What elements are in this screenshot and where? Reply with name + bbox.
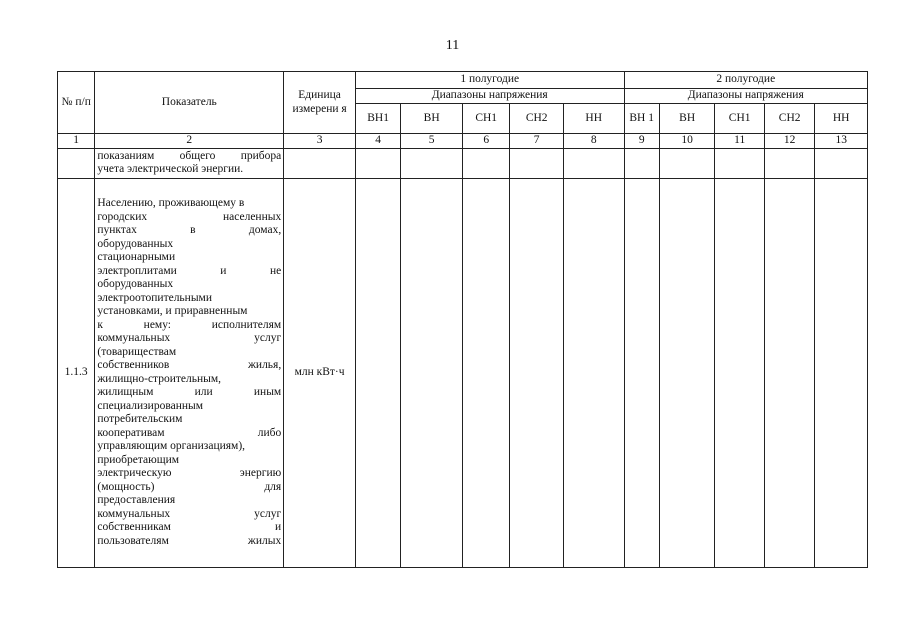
- header-half-1: 1 полугодие: [355, 72, 624, 89]
- value-cell: [715, 148, 764, 178]
- value-cell: [563, 178, 624, 567]
- indicator-line: оборудованных: [97, 278, 174, 290]
- indicator-line: электрическую энергию: [97, 467, 282, 479]
- table-row-1-1-3: [58, 178, 868, 567]
- tariff-volume-table: [57, 71, 868, 568]
- value-cell: [624, 148, 659, 178]
- indicator-line: стационарными: [97, 251, 176, 263]
- header-no: № п/п: [58, 72, 95, 134]
- indicator-line: городских населенных: [97, 210, 282, 223]
- value-cell: [815, 178, 868, 567]
- h1-col-nn: НН: [563, 104, 624, 134]
- value-cell: [563, 148, 624, 178]
- table-row-continuation: [58, 148, 868, 178]
- col-number: 6: [462, 134, 509, 149]
- value-cell: [659, 148, 715, 178]
- header-unit: Единица измерени я: [284, 72, 356, 134]
- col-number: 3: [284, 134, 356, 149]
- row-unit: [284, 148, 356, 178]
- indicator-line: жилищным или иным: [97, 386, 282, 398]
- value-cell: [510, 148, 564, 178]
- col-number: 10: [659, 134, 715, 149]
- value-cell: [764, 178, 814, 567]
- indicator-line: потребительским: [97, 413, 183, 425]
- indicator-line: пунктах в домах,: [97, 224, 282, 236]
- header-half-2: 2 полугодие: [624, 72, 867, 89]
- col-number: 7: [510, 134, 564, 149]
- indicator-line: собственникам и: [97, 521, 282, 533]
- header-ranges-1: Диапазоны напряжения: [355, 89, 624, 104]
- indicator-line: установками, и приравненным: [97, 305, 248, 317]
- h1-col-vn1: ВН1: [355, 104, 400, 134]
- page-number: 11: [445, 38, 460, 53]
- h1-col-sn2: СН2: [510, 104, 564, 134]
- row-indicator-text: [95, 148, 284, 178]
- header-indicator: Показатель: [95, 72, 284, 134]
- row-indicator-text: [95, 178, 284, 567]
- indicator-line: (мощность) для: [97, 480, 282, 493]
- indicator-line: пользователям жилых: [97, 534, 282, 547]
- col-number: 5: [401, 134, 463, 149]
- row-number: [58, 148, 95, 178]
- col-number: 9: [624, 134, 659, 149]
- indicator-line: (товариществам: [97, 345, 177, 358]
- h2-col-sn2: СН2: [764, 104, 814, 134]
- header-ranges-2: Диапазоны напряжения: [624, 89, 867, 104]
- indicator-line: к нему: исполнителям: [97, 318, 282, 331]
- h2-col-nn: НН: [815, 104, 868, 134]
- h1-col-sn1: СН1: [462, 104, 509, 134]
- indicator-line: кооперативам либо: [97, 426, 282, 439]
- h2-col-vn: ВН: [659, 104, 715, 134]
- indicator-line: управляющим организациям),: [97, 440, 246, 452]
- value-cell: [659, 178, 715, 567]
- indicator-line: показаниям общего прибора: [97, 149, 282, 162]
- indicator-line: специализированным: [97, 399, 204, 412]
- h1-col-vn: ВН: [401, 104, 463, 134]
- col-number: 1: [58, 134, 95, 149]
- value-cell: [815, 148, 868, 178]
- indicator-line: Населению, проживающему в: [97, 197, 245, 209]
- indicator-line: оборудованных: [97, 237, 174, 250]
- header-row-halves: [58, 72, 868, 89]
- indicator-line: жилищно-строительным,: [97, 372, 222, 385]
- h2-col-vn1: ВН 1: [624, 104, 659, 134]
- h2-col-sn1: СН1: [715, 104, 764, 134]
- value-cell: [401, 148, 463, 178]
- indicator-line: электроплитами и не: [97, 264, 282, 277]
- col-number: 8: [563, 134, 624, 149]
- row-unit: млн кВт·ч: [284, 178, 356, 567]
- indicator-line: приобретающим: [97, 453, 180, 466]
- value-cell: [462, 148, 509, 178]
- column-number-row: [58, 134, 868, 149]
- value-cell: [624, 178, 659, 567]
- value-cell: [764, 148, 814, 178]
- indicator-line: учета электрической энергии.: [97, 163, 244, 175]
- col-number: 4: [355, 134, 400, 149]
- value-cell: [355, 178, 400, 567]
- col-number: 12: [764, 134, 814, 149]
- value-cell: [401, 178, 463, 567]
- col-number: 13: [815, 134, 868, 149]
- value-cell: [510, 178, 564, 567]
- indicator-line: собственников жилья,: [97, 359, 282, 371]
- indicator-line: предоставления: [97, 494, 176, 506]
- value-cell: [462, 178, 509, 567]
- row-number: 1.1.3: [58, 178, 95, 567]
- col-number: 2: [95, 134, 284, 149]
- indicator-line: коммунальных услуг: [97, 507, 282, 520]
- col-number: 11: [715, 134, 764, 149]
- indicator-line: электроотопительными: [97, 291, 212, 304]
- value-cell: [355, 148, 400, 178]
- indicator-line: коммунальных услуг: [97, 332, 282, 344]
- value-cell: [715, 178, 764, 567]
